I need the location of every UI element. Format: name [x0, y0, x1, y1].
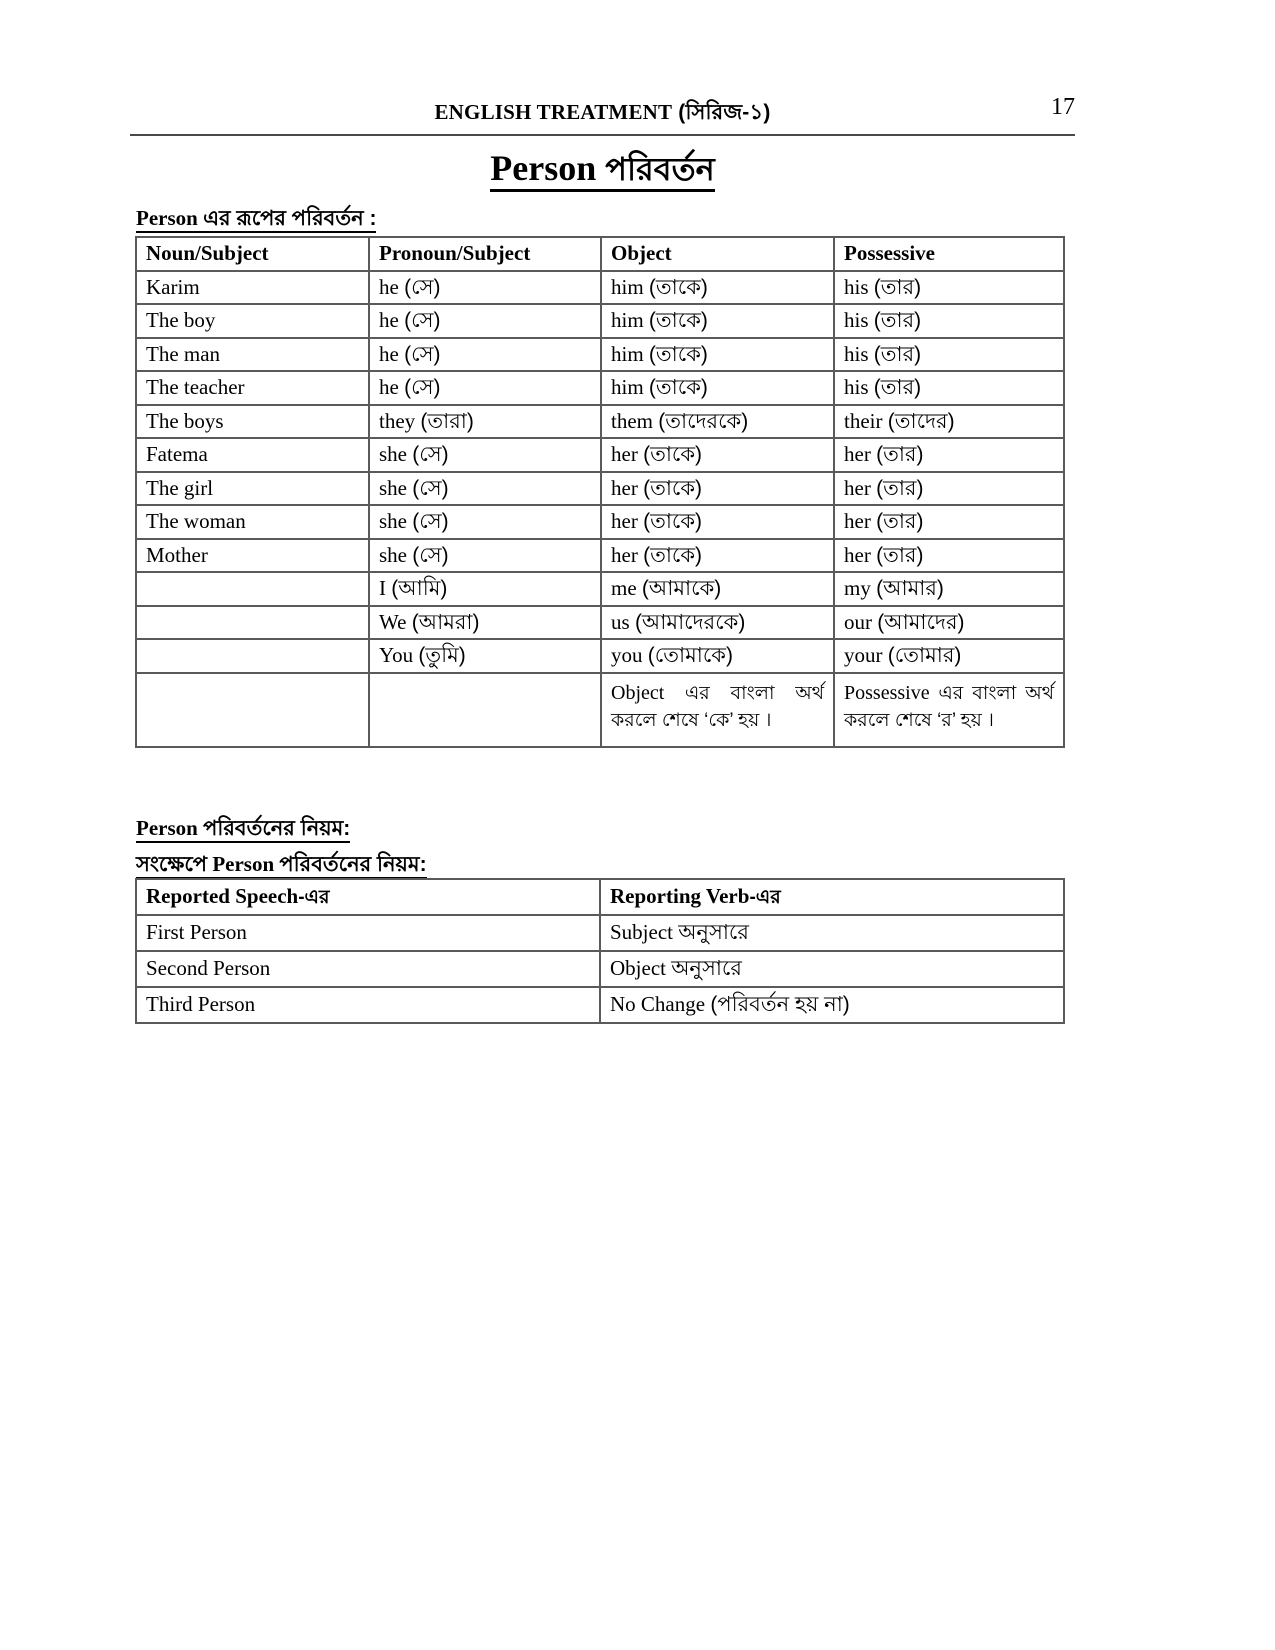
- column-header-object: Object: [601, 237, 834, 271]
- cell-pronoun: [369, 572, 601, 606]
- cell-possessive: [834, 438, 1064, 472]
- cell-noun: The teacher: [136, 371, 369, 405]
- table-row: [136, 639, 1064, 673]
- table-row: [136, 371, 1064, 405]
- cell-object-bangla: (তোমাকে): [647, 644, 733, 668]
- cell-noun: Mother: [136, 539, 369, 573]
- cell-pronoun-english: she: [379, 542, 407, 567]
- cell-possessive-english: his: [844, 274, 869, 299]
- cell-object: [601, 405, 834, 439]
- cell-person: Second Person: [136, 951, 600, 987]
- cell-possessive-english: my: [844, 576, 871, 601]
- section-heading-person-rules: [136, 812, 350, 847]
- cell-object-bangla: (তাকে): [648, 309, 708, 333]
- cell-pronoun: [369, 304, 601, 338]
- cell-pronoun-bangla: (তুমি): [418, 644, 466, 668]
- cell-object-note: [601, 673, 834, 747]
- cell-object-english: him: [611, 375, 644, 400]
- table-header-row: [136, 879, 1064, 915]
- cell-pronoun: [369, 606, 601, 640]
- column-header-reporting-verb-bangla: -এর: [749, 887, 781, 909]
- cell-pronoun-english: You: [379, 643, 414, 668]
- cell-pronoun-english: she: [379, 475, 407, 500]
- column-header-pronoun-subject: Pronoun/Subject: [369, 237, 601, 271]
- cell-object: [601, 371, 834, 405]
- cell-pronoun-english: they: [379, 408, 416, 433]
- page-number: 17: [1051, 94, 1075, 120]
- cell-possessive: [834, 271, 1064, 305]
- cell-object-bangla: (তাকে): [643, 476, 703, 500]
- cell-object: [601, 572, 834, 606]
- table-row: [136, 271, 1064, 305]
- cell-possessive-bangla: (আমার): [876, 577, 944, 601]
- cell-rule-bangla: অনুসারে: [671, 957, 742, 981]
- cell-object-bangla: (তাকে): [643, 543, 703, 567]
- cell-object-english: him: [611, 341, 644, 366]
- table-row: [136, 987, 1064, 1023]
- cell-possessive: [834, 505, 1064, 539]
- cell-person: Third Person: [136, 987, 600, 1023]
- cell-object-note-bangla: এর বাংলা অর্থ করলে শেষে ‘কে’ হয় ।: [611, 682, 825, 731]
- cell-possessive-bangla: (তার): [876, 510, 924, 534]
- table-row: [136, 539, 1064, 573]
- cell-object: [601, 304, 834, 338]
- cell-object-bangla: (তাকে): [643, 443, 703, 467]
- cell-noun: Karim: [136, 271, 369, 305]
- cell-pronoun-bangla: (সে): [404, 309, 441, 333]
- cell-possessive-bangla: (আমাদের): [877, 610, 965, 634]
- column-header-reported-speech: [136, 879, 600, 915]
- cell-pronoun-bangla: (সে): [404, 342, 441, 366]
- cell-object-english: him: [611, 308, 644, 333]
- cell-pronoun: [369, 271, 601, 305]
- table-row: [136, 572, 1064, 606]
- cell-possessive-note-english: Possessive: [844, 681, 930, 704]
- cell-pronoun: [369, 539, 601, 573]
- column-header-reporting-verb: [600, 879, 1064, 915]
- table-row: [136, 505, 1064, 539]
- cell-pronoun: [369, 371, 601, 405]
- cell-pronoun: [369, 338, 601, 372]
- cell-pronoun-bangla: (সে): [412, 543, 449, 567]
- cell-noun: [136, 572, 369, 606]
- cell-pronoun-english: he: [379, 274, 399, 299]
- cell-object-bangla: (তাকে): [643, 510, 703, 534]
- cell-object: [601, 271, 834, 305]
- cell-possessive-english: her: [844, 442, 871, 467]
- cell-object: [601, 338, 834, 372]
- cell-object-bangla: (তাকে): [648, 376, 708, 400]
- cell-possessive: [834, 639, 1064, 673]
- cell-pronoun-bangla: (তারা): [420, 409, 474, 433]
- cell-object-english: her: [611, 509, 638, 534]
- cell-rule-bangla: অনুসারে: [678, 921, 749, 945]
- cell-possessive-english: your: [844, 643, 883, 668]
- cell-possessive-english: their: [844, 408, 883, 433]
- header-title-bangla: (সিরিজ-১): [678, 101, 771, 124]
- cell-pronoun-english: I: [379, 576, 386, 601]
- cell-object: [601, 539, 834, 573]
- page-title: [130, 144, 1075, 198]
- cell-pronoun-bangla: (সে): [404, 275, 441, 299]
- cell-pronoun-english: he: [379, 308, 399, 333]
- section-heading-sankhepe-bangla: পরিবর্তনের নিয়ম:: [279, 853, 427, 876]
- cell-noun: [136, 639, 369, 673]
- section-heading-person-forms: [136, 202, 376, 237]
- table-row: [136, 915, 1064, 951]
- cell-rule: [600, 951, 1064, 987]
- cell-rule-english: No Change: [610, 992, 706, 1017]
- cell-possessive: [834, 572, 1064, 606]
- cell-possessive-bangla: (তোমার): [887, 644, 962, 668]
- cell-object-english: you: [611, 643, 643, 668]
- cell-object: [601, 472, 834, 506]
- cell-rule: [600, 915, 1064, 951]
- column-header-possessive: Possessive: [834, 237, 1064, 271]
- cell-possessive: [834, 472, 1064, 506]
- running-header: [130, 96, 1075, 136]
- section-heading-sankhepe-prefix: সংক্ষেপে: [136, 853, 208, 876]
- table-note-row: [136, 673, 1064, 747]
- cell-pronoun: [369, 472, 601, 506]
- cell-noun: The boy: [136, 304, 369, 338]
- cell-possessive-english: her: [844, 509, 871, 534]
- cell-pronoun: [369, 438, 601, 472]
- table-row: [136, 606, 1064, 640]
- cell-object: [601, 606, 834, 640]
- header-divider-rule: [130, 134, 1075, 136]
- cell-object: [601, 639, 834, 673]
- cell-noun: Fatema: [136, 438, 369, 472]
- column-header-reporting-verb-english: Reporting Verb: [610, 884, 750, 909]
- cell-pronoun: [369, 405, 601, 439]
- section-heading-rupa-bangla: এর রূপের পরিবর্তন :: [203, 207, 377, 230]
- cell-possessive: [834, 539, 1064, 573]
- header-title-english: ENGLISH TREATMENT: [434, 100, 673, 124]
- cell-possessive-bangla: (তার): [873, 309, 922, 333]
- cell-possessive-bangla: (তার): [876, 543, 924, 567]
- column-header-reported-speech-bangla: -এর: [298, 887, 330, 909]
- cell-object-english: her: [611, 442, 638, 467]
- cell-pronoun-english: she: [379, 442, 407, 467]
- table-row: [136, 438, 1064, 472]
- cell-object-english: me: [611, 576, 637, 601]
- cell-pronoun: [369, 505, 601, 539]
- column-header-noun-subject: Noun/Subject: [136, 237, 369, 271]
- cell-rule-english: Subject: [610, 920, 673, 945]
- table-row: [136, 472, 1064, 506]
- cell-object-bangla: (তাদেরকে): [658, 409, 749, 433]
- cell-possessive: [834, 304, 1064, 338]
- cell-possessive-note: [834, 673, 1064, 747]
- cell-object-bangla: (আমাকে): [641, 577, 722, 601]
- cell-possessive-english: our: [844, 609, 872, 634]
- cell-possessive-english: his: [844, 375, 869, 400]
- cell-possessive: [834, 371, 1064, 405]
- cell-possessive: [834, 338, 1064, 372]
- cell-object-bangla: (আমাদেরকে): [634, 610, 746, 634]
- table-row: [136, 304, 1064, 338]
- cell-pronoun-english: he: [379, 375, 399, 400]
- cell-possessive-bangla: (তার): [873, 342, 922, 366]
- cell-possessive-english: his: [844, 341, 869, 366]
- cell-possessive-bangla: (তার): [873, 376, 922, 400]
- column-header-reported-speech-english: Reported Speech: [146, 884, 299, 909]
- cell-object-english: her: [611, 475, 638, 500]
- cell-pronoun-bangla: (সে): [412, 443, 449, 467]
- cell-object-bangla: (তাকে): [648, 342, 708, 366]
- cell-noun: The woman: [136, 505, 369, 539]
- table-header-row: [136, 237, 1064, 271]
- table-row: [136, 338, 1064, 372]
- cell-pronoun-bangla: (আমরা): [411, 610, 480, 634]
- cell-possessive-bangla: (তার): [876, 476, 924, 500]
- cell-noun: The boys: [136, 405, 369, 439]
- cell-rule-bangla: (পরিবর্তন হয় না): [710, 993, 850, 1017]
- table-row: [136, 951, 1064, 987]
- cell-object-english: them: [611, 408, 653, 433]
- cell-rule-english: Object: [610, 956, 666, 981]
- cell-possessive-bangla: (তাদের): [887, 409, 955, 433]
- cell-pronoun-bangla: (সে): [404, 376, 441, 400]
- cell-object-note-english: Object: [611, 681, 665, 704]
- section-heading-rupa-english: Person: [136, 206, 198, 230]
- page-title-english: Person: [490, 148, 597, 188]
- cell-possessive-note-bangla: এর বাংলা অর্থ করলে শেষে ‘র’ হয় ।: [844, 682, 1055, 731]
- cell-object-bangla: (তাকে): [648, 275, 708, 299]
- cell-possessive-bangla: (তার): [873, 275, 922, 299]
- cell-noun: The girl: [136, 472, 369, 506]
- cell-noun-empty: [136, 673, 369, 747]
- cell-object-english: us: [611, 609, 630, 634]
- cell-noun: [136, 606, 369, 640]
- cell-possessive: [834, 405, 1064, 439]
- person-forms-table: [135, 236, 1065, 748]
- cell-pronoun: [369, 639, 601, 673]
- cell-possessive: [834, 606, 1064, 640]
- section-heading-niyom-english: Person: [136, 816, 198, 840]
- cell-pronoun-bangla: (আমি): [391, 577, 448, 601]
- cell-object-english: him: [611, 274, 644, 299]
- cell-pronoun-english: she: [379, 509, 407, 534]
- cell-object-english: her: [611, 542, 638, 567]
- cell-possessive-english: her: [844, 475, 871, 500]
- cell-object: [601, 505, 834, 539]
- header-title: [130, 96, 1075, 131]
- section-heading-sankhepe-english: Person: [212, 852, 275, 876]
- person-change-rules-table: [135, 878, 1065, 1024]
- cell-possessive-english: her: [844, 542, 871, 567]
- table-row: [136, 405, 1064, 439]
- section-heading-niyom-bangla: পরিবর্তনের নিয়ম:: [203, 817, 351, 840]
- cell-pronoun-bangla: (সে): [412, 510, 449, 534]
- cell-possessive-english: his: [844, 308, 869, 333]
- cell-pronoun-english: he: [379, 341, 399, 366]
- cell-possessive-bangla: (তার): [876, 443, 924, 467]
- cell-pronoun-english: We: [379, 609, 407, 634]
- cell-rule: [600, 987, 1064, 1023]
- cell-pronoun-bangla: (সে): [412, 476, 449, 500]
- cell-person: First Person: [136, 915, 600, 951]
- cell-pronoun-empty: [369, 673, 601, 747]
- page-title-bangla: পরিবর্তন: [605, 151, 715, 187]
- cell-noun: The man: [136, 338, 369, 372]
- cell-object: [601, 438, 834, 472]
